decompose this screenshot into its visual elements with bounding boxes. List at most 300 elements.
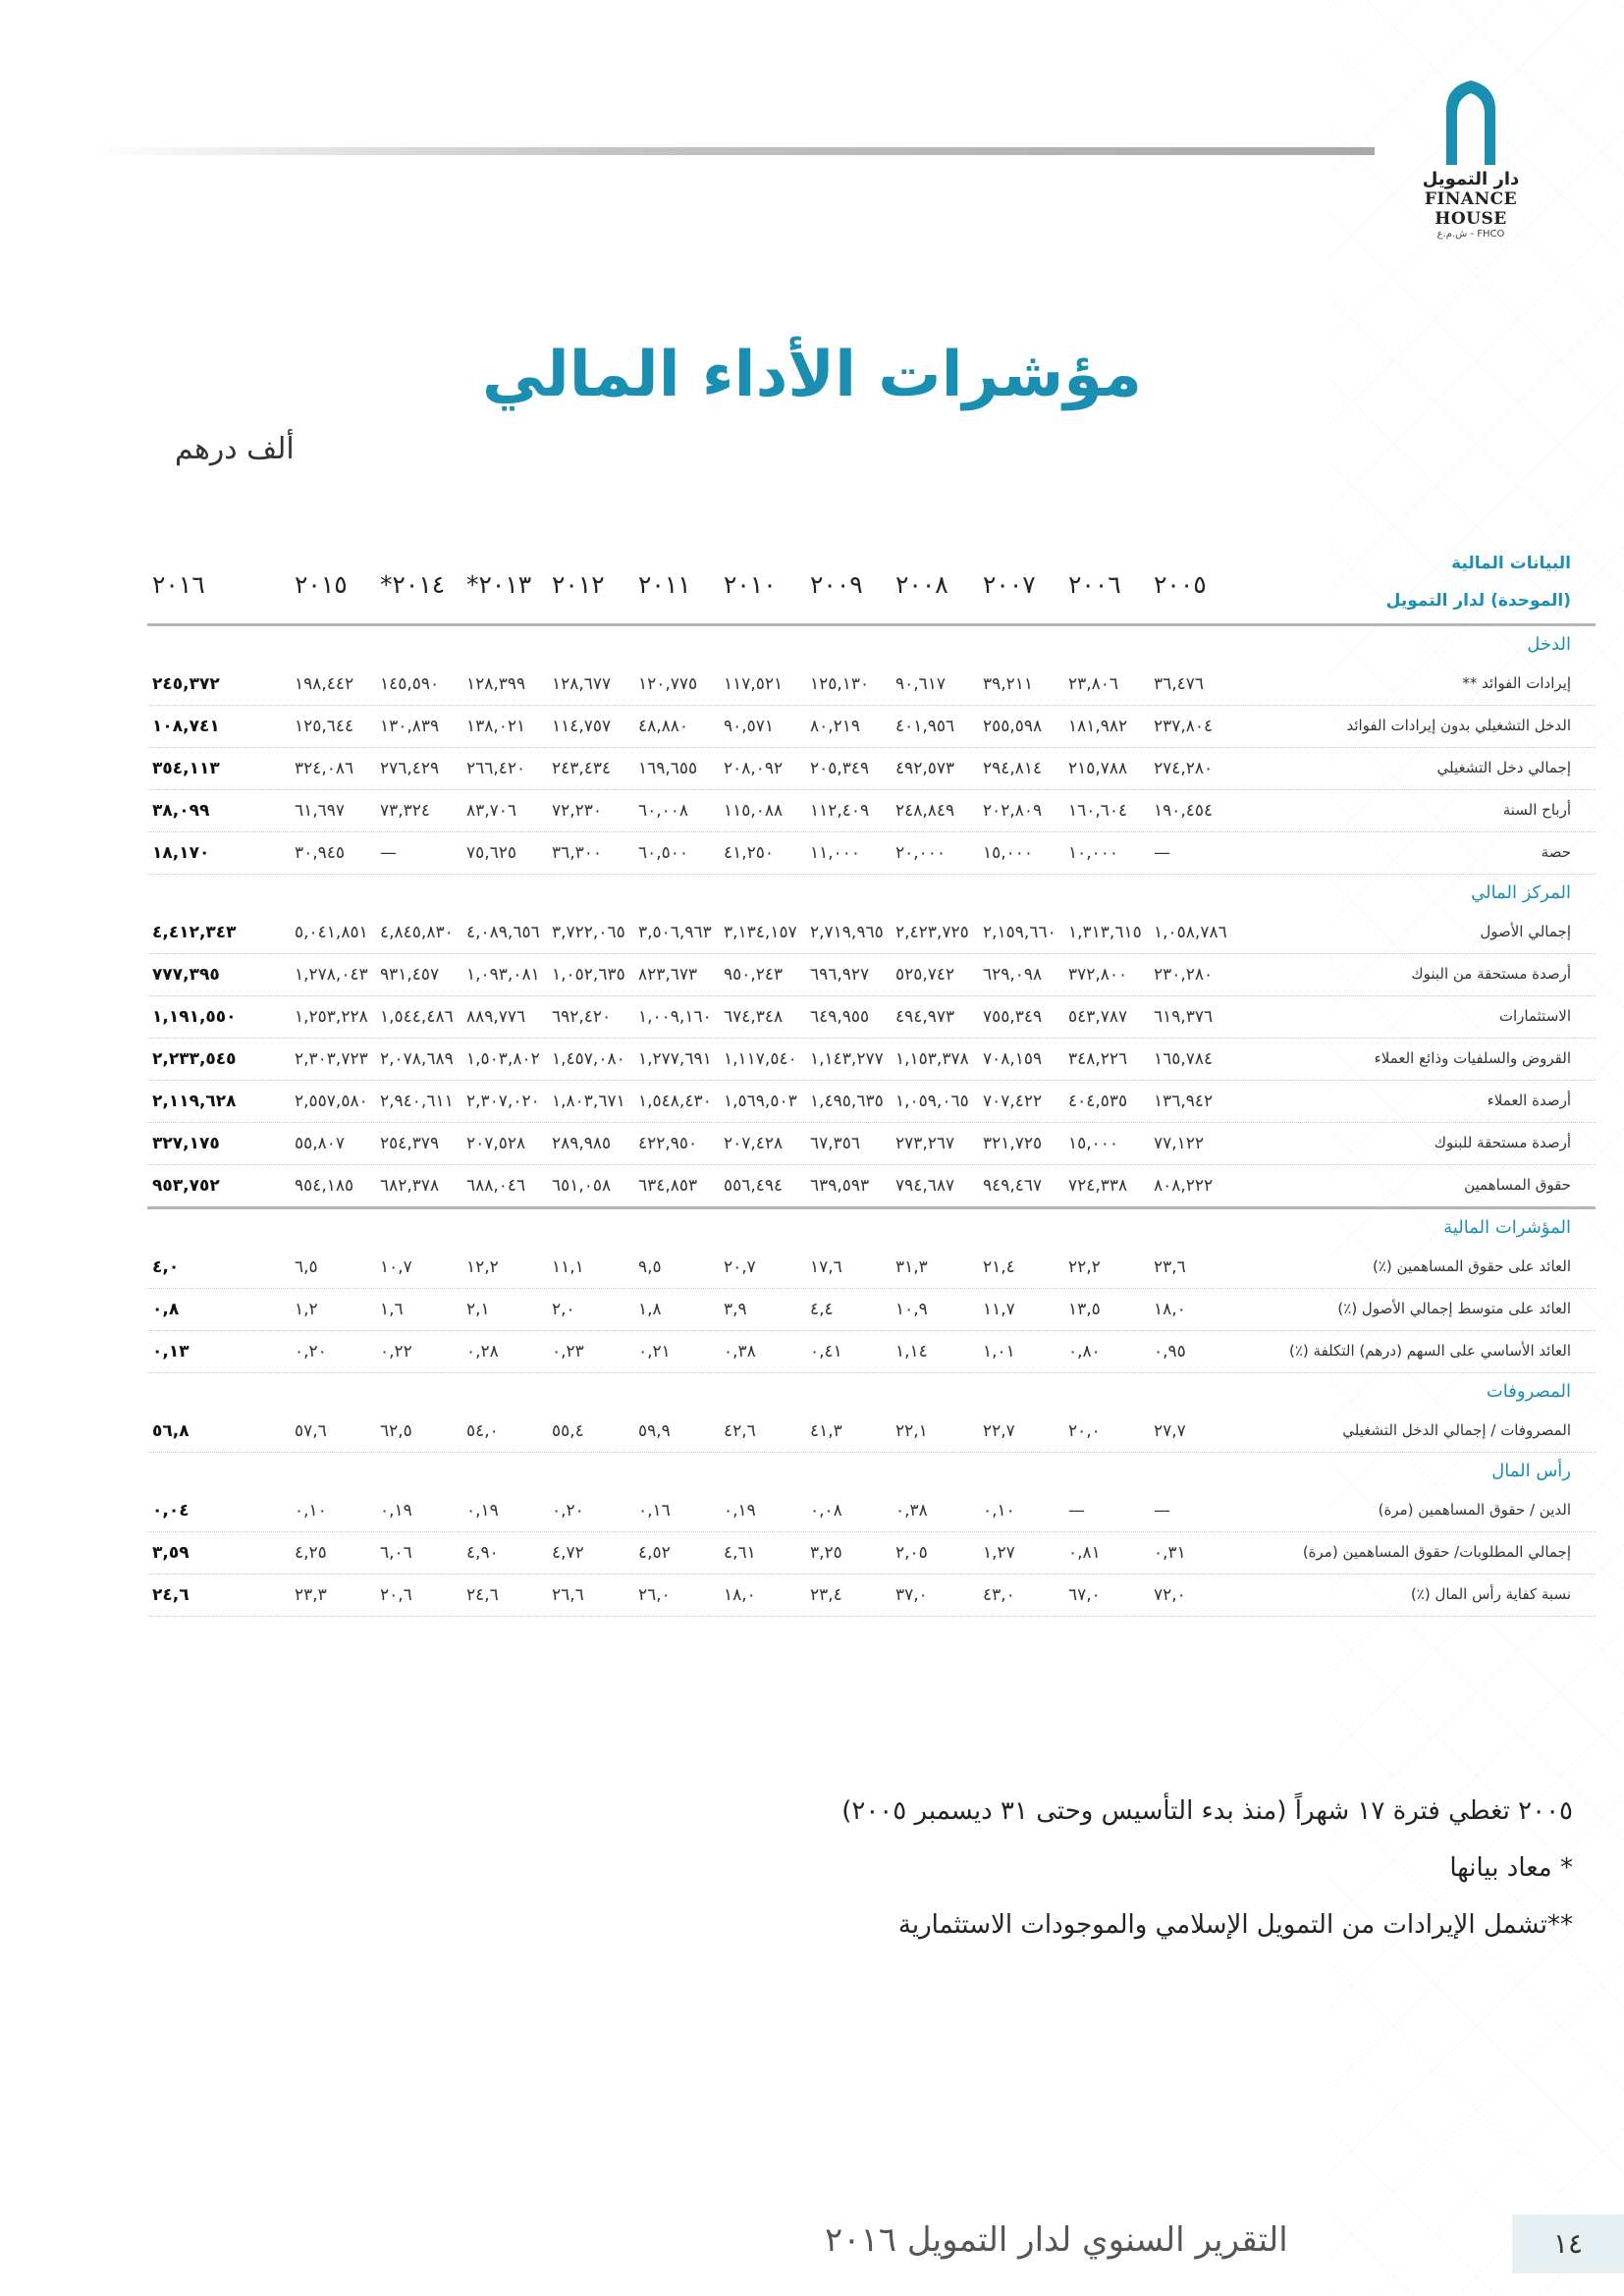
table-cell: ٤,٠٨٩,٦٥٦ — [466, 923, 540, 942]
table-cell: — — [380, 843, 397, 863]
section-title: المركز المالي — [1471, 882, 1571, 903]
finance-house-logo — [1392, 77, 1549, 240]
table-row — [147, 1039, 1596, 1081]
table-cell: ٢,٩٤٠,٦١١ — [380, 1092, 454, 1111]
table-cell: ٦٠,٥٠٠ — [638, 843, 689, 863]
page-number: ١٤ — [1512, 2215, 1624, 2273]
table-row — [147, 1575, 1596, 1617]
table-cell: ٢,٠ — [552, 1300, 575, 1319]
table-row — [147, 1247, 1596, 1289]
table-cell: ٢٠٧,٥٢٨ — [466, 1134, 526, 1153]
table-cell: ٣٠,٩٤٥ — [295, 843, 346, 863]
table-cell: ١٢٠,٧٧٥ — [638, 674, 698, 694]
section-header — [147, 626, 1596, 664]
table-cell: ٤٣,٠ — [983, 1585, 1015, 1605]
section-header — [147, 1453, 1596, 1490]
table-row — [147, 912, 1596, 954]
table-cell: ٧٠٨,١٥٩ — [983, 1049, 1043, 1069]
table-cell: ١٦٠,٦٠٤ — [1068, 801, 1128, 821]
table-cell: ٢٣,٦ — [1154, 1257, 1186, 1277]
table-cell: ٦٧٤,٣٤٨ — [724, 1007, 784, 1027]
table-cell: ١,٠٠٩,١٦٠ — [638, 1007, 712, 1027]
row-label: أرباح السنة — [1502, 801, 1571, 819]
table-cell: ٠,٨١ — [1068, 1543, 1101, 1563]
table-cell: ١٨,٠ — [724, 1585, 756, 1605]
table-row — [147, 706, 1596, 748]
table-cell: ١,٨ — [638, 1300, 662, 1319]
table-cell: ١,٢٧ — [983, 1543, 1015, 1563]
footnote-restated: * معاد بيانها — [1449, 1853, 1573, 1883]
table-cell: ٢٤٥,٣٧٢ — [152, 674, 220, 694]
row-label: القروض والسلفيات وذائع العملاء — [1374, 1049, 1571, 1067]
section-header — [147, 1373, 1596, 1411]
table-cell: ١,٤٥٧,٠٨٠ — [552, 1049, 625, 1069]
table-cell: ٠,٢٨ — [466, 1342, 499, 1362]
table-cell: ١٢٨,٣٩٩ — [466, 674, 526, 694]
table-cell: ٣٢١,٧٢٥ — [983, 1134, 1043, 1153]
table-cell: ٣,٥٠٦,٩٦٣ — [638, 923, 712, 942]
row-label: الاستثمارات — [1498, 1007, 1571, 1025]
table-row — [147, 954, 1596, 996]
footnote-2005: ٢٠٠٥ تغطي فترة ١٧ شهراً (منذ بدء التأسيس وحتى ٣١ ديسمبر ٢٠٠٥) — [841, 1796, 1573, 1826]
table-row — [147, 1532, 1596, 1575]
table-cell: ٢٠٨,٠٩٢ — [724, 759, 784, 778]
logo-english-text: FINANCE HOUSE — [1424, 189, 1518, 229]
table-row — [147, 1411, 1596, 1453]
table-cell: ١٣٠,٨٣٩ — [380, 717, 440, 736]
table-cell: ٢٣,٣ — [295, 1585, 327, 1605]
table-cell: ٨٢٣,٦٧٣ — [638, 965, 698, 985]
table-cell: ٣٦,٤٧٦ — [1154, 674, 1205, 694]
table-cell: ٩٥٠,٢٤٣ — [724, 965, 784, 985]
table-cell: ١١,٠٠٠ — [810, 843, 861, 863]
table-cell: ٠,١٠ — [983, 1501, 1015, 1521]
logo-sub-text: ش.م.ع - FHCO — [1436, 229, 1505, 240]
table-cell: ٢٩٤,٨١٤ — [983, 759, 1043, 778]
year-header: ٢٠٠٥ — [1154, 570, 1207, 599]
table-cell: ٢٣,٤ — [810, 1585, 842, 1605]
table-cell: ٦١,٦٩٧ — [295, 801, 346, 821]
year-header: ٢٠١١ — [638, 570, 691, 599]
table-cell: ٣٤٨,٢٢٦ — [1068, 1049, 1128, 1069]
table-cell: ٢٤٣,٤٣٤ — [552, 759, 612, 778]
table-cell: ٤,٤ — [810, 1300, 834, 1319]
year-header: ٢٠١٣* — [466, 570, 532, 599]
table-cell: ٢,٢٣٣,٥٤٥ — [152, 1049, 237, 1069]
table-cell: ١,٢ — [295, 1300, 318, 1319]
table-cell: ٤٠١,٩٥٦ — [895, 717, 955, 736]
table-cell: ٢٧٣,٢٦٧ — [895, 1134, 955, 1153]
table-cell: ٦٤٩,٩٥٥ — [810, 1007, 870, 1027]
table-cell: ١٠٨,٧٤١ — [152, 717, 220, 736]
row-label: حقوق المساهمين — [1464, 1176, 1571, 1194]
table-cell: ١٣٨,٠٢١ — [466, 717, 526, 736]
table-cell: ١٢٨,٦٧٧ — [552, 674, 612, 694]
table-cell: ٤٩٤,٩٧٣ — [895, 1007, 955, 1027]
table-cell: ١٥,٠٠٠ — [1068, 1134, 1119, 1153]
row-label: العائد الأساسي على السهم (درهم) التكلفة (٪) — [1289, 1342, 1571, 1360]
table-row — [147, 1123, 1596, 1165]
table-cell: ٩,٥ — [638, 1257, 662, 1277]
table-cell: ٩٥٤,١٨٥ — [295, 1176, 354, 1196]
table-cell: ٠,٢١ — [638, 1342, 671, 1362]
row-label: نسبة كفاية رأس المال (٪) — [1410, 1585, 1571, 1603]
table-cell: ٧٣,٣٢٤ — [380, 801, 431, 821]
table-row — [147, 1165, 1596, 1209]
table-cell: ٩٤٩,٤٦٧ — [983, 1176, 1043, 1196]
table-cell: ٢٦,٦ — [552, 1585, 584, 1605]
table-cell: ٨٨٩,٧٧٦ — [466, 1007, 526, 1027]
table-cell: ٦٢٩,٠٩٨ — [983, 965, 1043, 985]
section-header — [147, 1209, 1596, 1247]
unit-label: ألف درهم — [175, 432, 295, 466]
table-cell: ١,٣١٣,٦١٥ — [1068, 923, 1142, 942]
table-cell: ٧٩٤,٦٨٧ — [895, 1176, 955, 1196]
table-cell: ١٣٦,٩٤٢ — [1154, 1092, 1214, 1111]
table-cell: ٨٠,٢١٩ — [810, 717, 861, 736]
table-cell: ١,١٤٣,٢٧٧ — [810, 1049, 884, 1069]
table-cell: ١٩٨,٤٤٢ — [295, 674, 354, 694]
table-cell: ٤٨,٨٨٠ — [638, 717, 689, 736]
table-cell: ١,١٤ — [895, 1342, 928, 1362]
table-row — [147, 832, 1596, 875]
table-cell: ١١٢,٤٠٩ — [810, 801, 870, 821]
table-cell: ٦٧,٣٥٦ — [810, 1134, 861, 1153]
table-cell: ٧٢,٢٣٠ — [552, 801, 603, 821]
table-cell: ٣٧,٠ — [895, 1585, 928, 1605]
table-cell: ٥٩,٩ — [638, 1421, 671, 1441]
table-cell: ٣١,٣ — [895, 1257, 928, 1277]
table-cell: ١٣,٥ — [1068, 1300, 1101, 1319]
table-cell: ٢٥٤,٣٧٩ — [380, 1134, 440, 1153]
table-cell: ٢٨٩,٩٨٥ — [552, 1134, 612, 1153]
table-cell: ١٢,٢ — [466, 1257, 499, 1277]
table-cell: ١,٦ — [380, 1300, 404, 1319]
table-row — [147, 1490, 1596, 1532]
table-row — [147, 748, 1596, 790]
table-cell: ١,٤٩٥,٦٣٥ — [810, 1092, 884, 1111]
table-row — [147, 1081, 1596, 1123]
table-cell: ٦٥١,٠٥٨ — [552, 1176, 612, 1196]
table-row — [147, 1331, 1596, 1373]
arch-logo-icon — [1441, 77, 1500, 167]
footer-title: التقرير السنوي لدار التمويل ٢٠١٦ — [825, 2220, 1288, 2260]
table-cell: ١٧,٦ — [810, 1257, 842, 1277]
table-cell: ١٨١,٩٨٢ — [1068, 717, 1128, 736]
table-cell: ٠,٠٨ — [810, 1501, 842, 1521]
table-cell: ٢,٣٠٧,٠٢٠ — [466, 1092, 540, 1111]
table-cell: ٦٨٨,٠٤٦ — [466, 1176, 526, 1196]
row-label: العائد على متوسط إجمالي الأصول (٪) — [1337, 1300, 1571, 1317]
table-cell: ٢,٥٥٧,٥٨٠ — [295, 1092, 368, 1111]
row-label: العائد على حقوق المساهمين (٪) — [1373, 1257, 1571, 1275]
table-cell: ٦٢,٥ — [380, 1421, 412, 1441]
table-cell: ٦٣٤,٨٥٣ — [638, 1176, 698, 1196]
table-cell: ١٠,٩ — [895, 1300, 928, 1319]
table-cell: ٢٥٥,٥٩٨ — [983, 717, 1043, 736]
table-cell: ١١٤,٧٥٧ — [552, 717, 612, 736]
table-cell: ١,٢٥٣,٢٢٨ — [295, 1007, 368, 1027]
table-cell: ٢١٥,٧٨٨ — [1068, 759, 1128, 778]
table-cell: ٢,١ — [466, 1300, 490, 1319]
year-header: ٢٠١٦ — [152, 570, 205, 599]
table-cell: ١,٠٥٩,٠٦٥ — [895, 1092, 969, 1111]
row-label: الدين / حقوق المساهمين (مرة) — [1378, 1501, 1571, 1519]
table-cell: ٧٧٧,٣٩٥ — [152, 965, 220, 985]
table-cell: ٤٠٤,٥٣٥ — [1068, 1092, 1128, 1111]
row-label: المصروفات / إجمالي الدخل التشغيلي — [1342, 1421, 1571, 1439]
table-cell: ٤٩٢,٥٧٣ — [895, 759, 955, 778]
table-cell: ٦٨٢,٣٧٨ — [380, 1176, 440, 1196]
table-cell: ٢٧,٧ — [1154, 1421, 1186, 1441]
table-row — [147, 1289, 1596, 1331]
table-cell: ٢٠,٠٠٠ — [895, 843, 947, 863]
table-cell: ٢٢,٧ — [983, 1421, 1015, 1441]
table-cell: ٢٠,٠ — [1068, 1421, 1101, 1441]
table-cell: ٦,٠٦ — [380, 1543, 412, 1563]
table-cell: ٤,٩٠ — [466, 1543, 499, 1563]
table-cell: ٣,١٣٤,١٥٧ — [724, 923, 797, 942]
table-cell: ٠,٣٨ — [724, 1342, 756, 1362]
table-cell: ١٢٥,٦٤٤ — [295, 717, 354, 736]
table-cell: ٤,٦١ — [724, 1543, 756, 1563]
table-row — [147, 996, 1596, 1039]
table-cell: ٩٣١,٤٥٧ — [380, 965, 440, 985]
table-cell: ٠,٣١ — [1154, 1543, 1186, 1563]
section-title: رأس المال — [1491, 1461, 1571, 1481]
row-label: الدخل التشغيلي بدون إيرادات الفوائد — [1346, 717, 1571, 734]
table-cell: ٦١٩,٣٧٦ — [1154, 1007, 1214, 1027]
table-cell: ٠,٣٨ — [895, 1501, 928, 1521]
row-label: إجمالي المطلوبات/ حقوق المساهمين (مرة) — [1302, 1543, 1571, 1561]
table-cell: ١٠,٠٠٠ — [1068, 843, 1119, 863]
table-cell: ٤,٥٢ — [638, 1543, 671, 1563]
table-cell: ٧٥,٦٢٥ — [466, 843, 517, 863]
table-cell: ٠,٨ — [152, 1300, 180, 1319]
table-cell: ٢٠٢,٨٠٩ — [983, 801, 1043, 821]
table-cell: — — [1154, 1501, 1170, 1521]
table-cell: ٠,٤١ — [810, 1342, 842, 1362]
table-cell: ٢٣٠,٢٨٠ — [1154, 965, 1214, 985]
table-cell: ٢٠٧,٤٢٨ — [724, 1134, 784, 1153]
table-cell: ٧٢٤,٣٣٨ — [1068, 1176, 1128, 1196]
table-cell: ٤,٤١٢,٣٤٣ — [152, 923, 237, 942]
financial-table — [147, 535, 1596, 1617]
table-cell: ٠,٢٠ — [552, 1501, 584, 1521]
table-cell: ٧٥٥,٣٤٩ — [983, 1007, 1043, 1027]
table-cell: ٥٢٥,٧٤٢ — [895, 965, 955, 985]
section-title: المصروفات — [1486, 1381, 1571, 1402]
table-cell: ٢٤٨,٨٤٩ — [895, 801, 955, 821]
table-cell: ٣٩,٢١١ — [983, 674, 1034, 694]
table-cell: ٢٤,٦ — [152, 1585, 189, 1605]
table-cell: ٠,٢٣ — [552, 1342, 584, 1362]
table-cell: ١,١١٧,٥٤٠ — [724, 1049, 797, 1069]
table-cell: ٧٢,٠ — [1154, 1585, 1186, 1605]
table-cell: ٦٧,٠ — [1068, 1585, 1101, 1605]
table-cell: ٣,٩ — [724, 1300, 747, 1319]
year-header: ٢٠١٤* — [380, 570, 446, 599]
table-cell: ٠,١٦ — [638, 1501, 671, 1521]
table-cell: ٠,٠٤ — [152, 1501, 189, 1521]
table-cell: ٠,١٩ — [724, 1501, 756, 1521]
table-cell: ١,٠٥٢,٦٣٥ — [552, 965, 625, 985]
table-cell: ١,٥٤٤,٤٨٦ — [380, 1007, 454, 1027]
table-cell: ٢,٧١٩,٩٦٥ — [810, 923, 884, 942]
table-cell: ٣٨,٠٩٩ — [152, 801, 210, 821]
table-cell: ٩٥٣,٧٥٢ — [152, 1176, 220, 1196]
table-cell: ٤,٢٥ — [295, 1543, 327, 1563]
year-header: ٢٠٠٧ — [983, 570, 1036, 599]
section-title: المؤشرات المالية — [1443, 1217, 1571, 1238]
table-cell: ٢٣,٨٠٦ — [1068, 674, 1119, 694]
table-cell: ٥٥,٤ — [552, 1421, 584, 1441]
row-label: أرصدة العملاء — [1487, 1092, 1571, 1109]
row-label: إيرادات الفوائد ** — [1462, 674, 1571, 692]
table-cell: ٩٠,٥٧١ — [724, 717, 775, 736]
table-cell: ٤,٠ — [152, 1257, 180, 1277]
table-cell: ٣,٧٢٢,٠٦٥ — [552, 923, 625, 942]
table-cell: ٥٤,٠ — [466, 1421, 499, 1441]
table-cell: ١,١٩١,٥٥٠ — [152, 1007, 237, 1027]
table-cell: ٠,١٣ — [152, 1342, 189, 1362]
table-cell: ٤,٧٢ — [552, 1543, 584, 1563]
table-cell: ١,٢٧٧,٦٩١ — [638, 1049, 712, 1069]
footnote-revenue: **تشمل الإيرادات من التمويل الإسلامي والموجودات الاستثمارية — [897, 1910, 1573, 1940]
table-row — [147, 664, 1596, 706]
table-cell: ١١,٧ — [983, 1300, 1015, 1319]
table-cell: ١,٠٥٨,٧٨٦ — [1154, 923, 1227, 942]
logo-arabic-text: دار التمويل — [1422, 169, 1520, 189]
table-cell: ٤١,٢٥٠ — [724, 843, 775, 863]
year-header: ٢٠٠٦ — [1068, 570, 1121, 599]
table-cell: ٦٩٦,٩٢٧ — [810, 965, 870, 985]
table-cell: ٠,١٩ — [380, 1501, 412, 1521]
table-cell: ٠,٢٢ — [380, 1342, 412, 1362]
row-label: أرصدة مستحقة للبنوك — [1434, 1134, 1571, 1151]
table-cell: ١٦٩,٦٥٥ — [638, 759, 698, 778]
table-body — [147, 626, 1596, 1617]
table-cell: ٥٥,٨٠٧ — [295, 1134, 346, 1153]
table-cell: ١٤٥,٥٩٠ — [380, 674, 440, 694]
year-header: ٢٠٠٨ — [895, 570, 948, 599]
table-cell: ٥,٠٤١,٨٥١ — [295, 923, 368, 942]
page-title: مؤشرات الأداء المالي — [481, 339, 1143, 411]
section-header — [147, 875, 1596, 912]
table-cell: ٢,٠٧٨,٦٨٩ — [380, 1049, 454, 1069]
table-cell: ١,٨٠٣,٦٧١ — [552, 1092, 625, 1111]
table-cell: ٥٥٦,٤٩٤ — [724, 1176, 784, 1196]
section-title: الدخل — [1527, 634, 1571, 655]
table-cell: ١,١٥٣,٣٧٨ — [895, 1049, 969, 1069]
table-cell: ٢,١٥٩,٦٦٠ — [983, 923, 1056, 942]
table-cell: ٣,٥٩ — [152, 1543, 189, 1563]
table-cell: ١٥,٠٠٠ — [983, 843, 1034, 863]
header-label-consolidated: (الموحدة) لدار التمويل — [1385, 591, 1571, 611]
table-cell: ٢٦,٠ — [638, 1585, 671, 1605]
row-label: إجمالي الأصول — [1480, 923, 1571, 940]
table-cell: ٣٢٤,٠٨٦ — [295, 759, 354, 778]
table-header — [147, 535, 1596, 626]
table-cell: ١,٢٧٨,٠٤٣ — [295, 965, 368, 985]
table-cell: ٥٦,٨ — [152, 1421, 189, 1441]
table-cell: ٦٠,٠٠٨ — [638, 801, 689, 821]
table-cell: ٢٦٦,٤٢٠ — [466, 759, 526, 778]
year-header: ٢٠١٥ — [295, 570, 348, 599]
table-cell: ١١,١ — [552, 1257, 584, 1277]
table-cell: ٥٧,٦ — [295, 1421, 327, 1441]
table-cell: ٤٢٢,٩٥٠ — [638, 1134, 698, 1153]
header-rule — [88, 147, 1375, 155]
table-cell: ٦٩٢,٤٢٠ — [552, 1007, 612, 1027]
table-cell: ٤٢,٦ — [724, 1421, 756, 1441]
header-label-financial-data: البيانات المالية — [1451, 554, 1571, 573]
table-cell: ٢١,٤ — [983, 1257, 1015, 1277]
table-cell: ٢,١١٩,٦٢٨ — [152, 1092, 237, 1111]
table-cell: ٢٢,١ — [895, 1421, 928, 1441]
table-cell: ٢٠٥,٣٤٩ — [810, 759, 870, 778]
year-header: ٢٠٠٩ — [810, 570, 863, 599]
table-cell: ٣٥٤,١١٣ — [152, 759, 220, 778]
table-cell: ٢٢,٢ — [1068, 1257, 1101, 1277]
table-cell: ١٠,٧ — [380, 1257, 412, 1277]
table-cell: ١,٥٤٨,٤٣٠ — [638, 1092, 712, 1111]
table-cell: ٦,٥ — [295, 1257, 318, 1277]
table-cell: ٢,٤٢٣,٧٢٥ — [895, 923, 969, 942]
year-header: ٢٠١٢ — [552, 570, 605, 599]
table-cell: ٠,٩٥ — [1154, 1342, 1186, 1362]
table-cell: ١٨,٠ — [1154, 1300, 1186, 1319]
table-cell: ٣٦,٣٠٠ — [552, 843, 603, 863]
table-cell: ١١٧,٥٢١ — [724, 674, 784, 694]
table-cell: — — [1068, 1501, 1085, 1521]
row-label: إجمالي دخل التشغيلي — [1436, 759, 1571, 776]
row-label: أرصدة مستحقة من البنوك — [1411, 965, 1571, 983]
table-cell: ١٩٠,٤٥٤ — [1154, 801, 1214, 821]
table-cell: ٩٠,٦١٧ — [895, 674, 947, 694]
table-cell: ٢,٠٥ — [895, 1543, 928, 1563]
table-cell: — — [1154, 843, 1170, 863]
table-cell: ٢٠,٧ — [724, 1257, 756, 1277]
table-cell: ٧٠٧,٤٢٢ — [983, 1092, 1043, 1111]
year-header: ٢٠١٠ — [724, 570, 777, 599]
table-cell: ٣٧٢,٨٠٠ — [1068, 965, 1128, 985]
table-cell: ١٨,١٧٠ — [152, 843, 210, 863]
table-cell: ١٢٥,١٣٠ — [810, 674, 870, 694]
table-cell: ٥٤٣,٧٨٧ — [1068, 1007, 1128, 1027]
table-cell: ٢٤,٦ — [466, 1585, 499, 1605]
table-cell: ١,٠٩٣,٠٨١ — [466, 965, 540, 985]
row-label: حصة — [1541, 843, 1571, 861]
table-cell: ١٦٥,٧٨٤ — [1154, 1049, 1214, 1069]
footnotes — [841, 1796, 1573, 1967]
table-cell: ١,٥٠٣,٨٠٢ — [466, 1049, 540, 1069]
table-cell: ٤١,٣ — [810, 1421, 842, 1441]
table-cell: ٦٣٩,٥٩٣ — [810, 1176, 870, 1196]
table-cell: ٢٣٧,٨٠٤ — [1154, 717, 1214, 736]
table-cell: ١,٠١ — [983, 1342, 1015, 1362]
table-cell: ٤,٨٤٥,٨٣٠ — [380, 923, 454, 942]
table-cell: ٢٧٦,٤٢٩ — [380, 759, 440, 778]
table-cell: ١,٥٦٩,٥٠٣ — [724, 1092, 797, 1111]
table-cell: ٢٧٤,٢٨٠ — [1154, 759, 1214, 778]
table-cell: ١١٥,٠٨٨ — [724, 801, 784, 821]
table-cell: ٠,٢٠ — [295, 1342, 327, 1362]
table-cell: ٣,٢٥ — [810, 1543, 842, 1563]
table-cell: ٢٠,٦ — [380, 1585, 412, 1605]
table-cell: ٨٠٨,٢٢٢ — [1154, 1176, 1214, 1196]
table-cell: ٧٧,١٢٢ — [1154, 1134, 1205, 1153]
